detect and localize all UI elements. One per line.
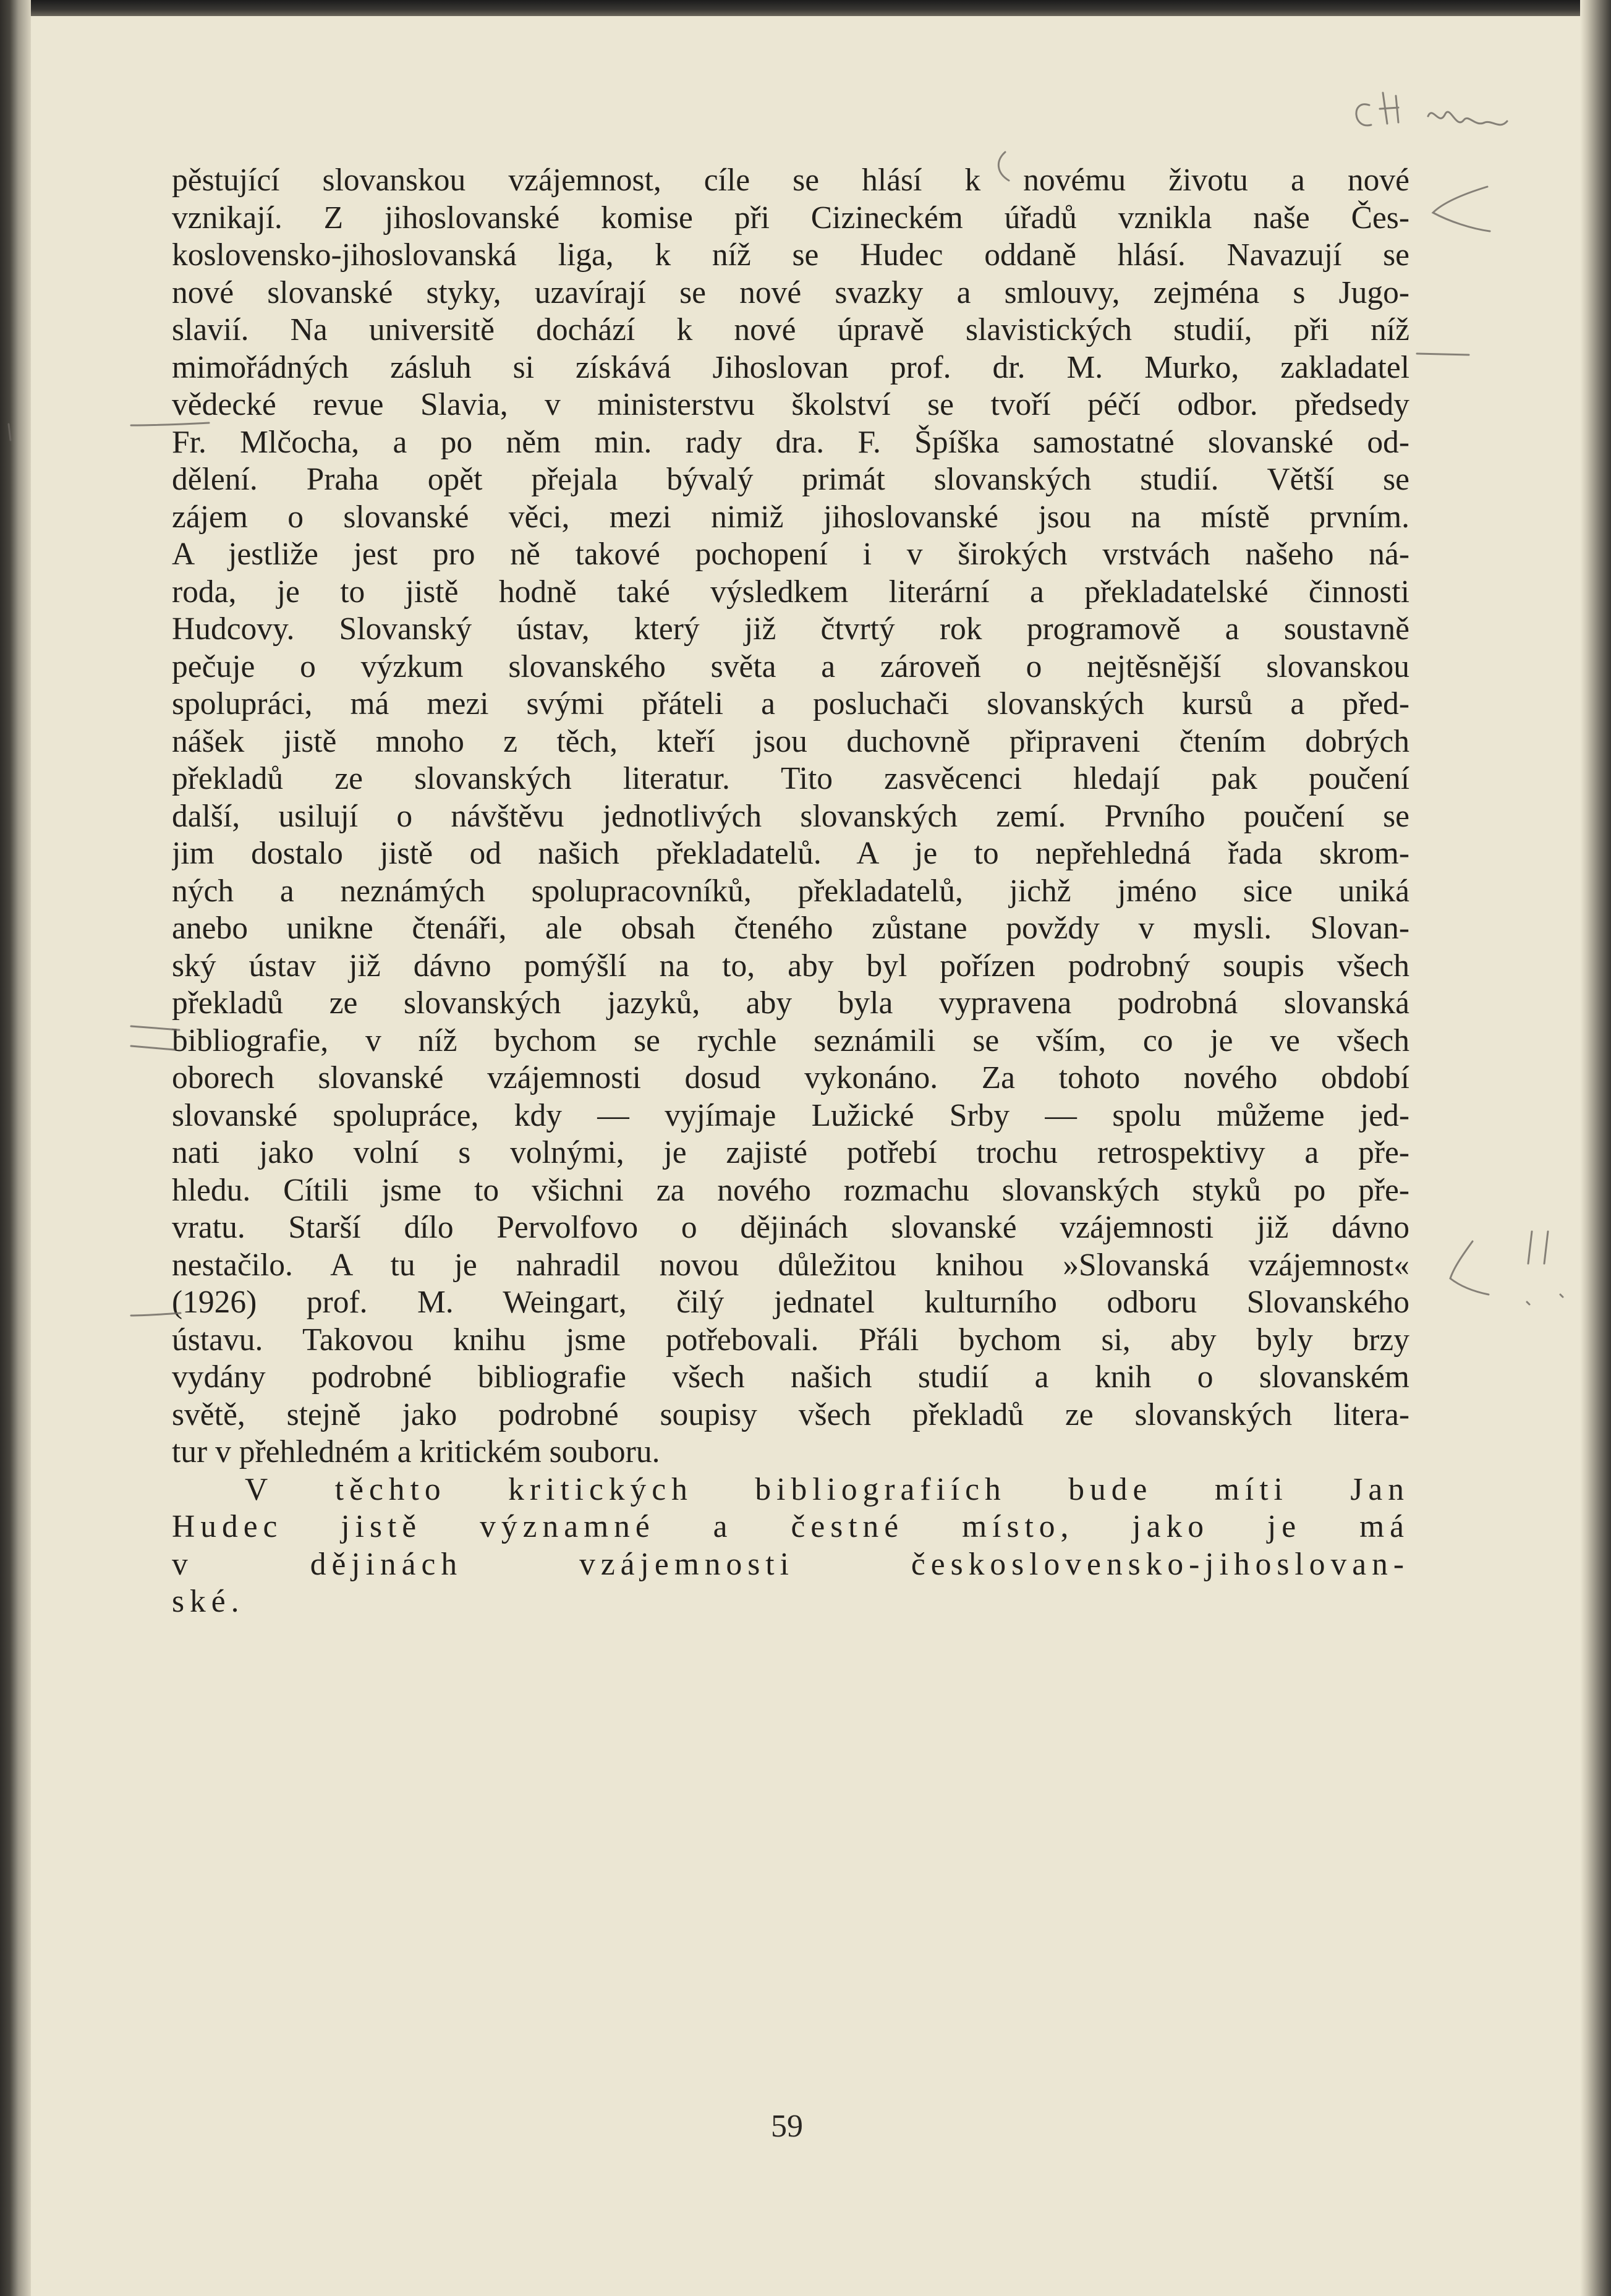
- text-line: vznikají. Z jihoslovanské komise při Cizineckém úřadů vznikla naše Čes-: [172, 200, 1409, 236]
- text-line: ústavu. Takovou knihu jsme potřebovali. Přáli bychom si, aby byly brzy: [172, 1322, 1409, 1358]
- text-line: anebo unikne čtenáři, ale obsah čteného zůstane povždy v mysli. Slovan-: [172, 911, 1409, 946]
- body-text: [172, 162, 1409, 1621]
- page-number: 59: [771, 2109, 803, 2144]
- text-line: nestačilo. A tu je nahradil novou důležitou knihou »Slovanská vzájemnost«: [172, 1247, 1409, 1283]
- text-line: překladů ze slovanských literatur. Tito zasvěcenci hledají pak poučení: [172, 761, 1409, 796]
- text-line: Hudcovy. Slovanský ústav, který již čtvrtý rok programově a soustavně: [172, 611, 1409, 647]
- text-line: vydány podrobné bibliografie všech našich studií a knih o slovanském: [172, 1359, 1409, 1395]
- text-line: dělení. Praha opět přejala bývalý primát slovanských studií. Větší se: [172, 462, 1409, 497]
- text-line: světě, stejně jako podrobné soupisy všech překladů ze slovanských litera-: [172, 1397, 1409, 1432]
- text-line: koslovensko-jihoslovanská liga, k níž se Hudec oddaně hlásí. Navazují se: [172, 237, 1409, 273]
- text-line: ných a neznámých spolupracovníků, překladatelů, jichž jméno sice uniká: [172, 873, 1409, 909]
- text-line: tur v přehledném a kritickém souboru.: [172, 1434, 660, 1469]
- text-line: A jestliže jest pro ně takové pochopení i v širokých vrstvách našeho ná-: [172, 537, 1409, 572]
- scan-top-border: [0, 0, 1611, 16]
- text-line: hledu. Cítili jsme to všichni za nového rozmachu slovanských styků po pře-: [172, 1172, 1409, 1208]
- text-line: nášek jistě mnoho z těch, kteří jsou duchovně připraveni čtením dobrých: [172, 723, 1409, 759]
- text-line: roda, je to jistě hodně také výsledkem literární a překladatelské činnosti: [172, 574, 1409, 610]
- text-line: vratu. Starší dílo Pervolfovo o dějinách slovanské vzájemnosti již dávno: [172, 1210, 1409, 1245]
- text-line: spolupráci, má mezi svými přáteli a posluchači slovanských kursů a před-: [172, 686, 1409, 721]
- text-line: ský ústav již dávno pomýšlí na to, aby byl pořízen podrobný soupis všech: [172, 948, 1409, 984]
- closing-text-line: Hudec jistě významné a čestné místo, jako je má: [172, 1509, 1409, 1544]
- closing-text-line: v dějinách vzájemnosti československo-jihoslovan-: [172, 1546, 1409, 1582]
- text-line: oborech slovanské vzájemnosti dosud vykonáno. Za tohoto nového období: [172, 1060, 1409, 1095]
- text-line: slovanské spolupráce, kdy — vyjímaje Lužické Srby — spolu můžeme jed-: [172, 1097, 1409, 1133]
- text-line: (1926) prof. M. Weingart, čilý jednatel kulturního odboru Slovanského: [172, 1285, 1409, 1320]
- text-line: bibliografie, v níž bychom se rychle seznámili se vším, co je ve všech: [172, 1023, 1409, 1058]
- text-line: jim dostalo jistě od našich překladatelů. A je to nepřehledná řada skrom-: [172, 836, 1409, 871]
- text-line: mimořádných zásluh si získává Jihoslovan prof. dr. M. Murko, zakladatel: [172, 349, 1409, 385]
- closing-text-line: V těchto kritických bibliografiích bude míti Jan: [245, 1471, 1409, 1507]
- text-line: nati jako volní s volnými, je zajisté potřebí trochu retrospektivy a pře-: [172, 1135, 1409, 1170]
- text-line: pěstující slovanskou vzájemnost, cíle se hlásí k novému životu a nové: [172, 163, 1409, 198]
- text-line: překladů ze slovanských jazyků, aby byla vypravena podrobná slovanská: [172, 985, 1409, 1021]
- text-line: další, usilují o návštěvu jednotlivých slovanských zemí. Prvního poučení se: [172, 798, 1409, 834]
- scan-right-border: [1580, 0, 1611, 2296]
- text-line: vědecké revue Slavia, v ministerstvu školství se tvoří péčí odbor. předsedy: [172, 387, 1409, 422]
- text-line: nové slovanské styky, uzavírají se nové svazky a smlouvy, zejména s Jugo-: [172, 274, 1409, 310]
- text-line: zájem o slovanské věci, mezi nimiž jihoslovanské jsou na místě prvním.: [172, 499, 1409, 535]
- closing-text-line: ské.: [172, 1584, 245, 1619]
- text-line: slavií. Na universitě dochází k nové úpravě slavistických studií, při níž: [172, 312, 1409, 347]
- text-line: Fr. Mlčocha, a po něm min. rady dra. F. Špíška samostatné slovanské od-: [172, 424, 1409, 460]
- scan-left-border: [0, 0, 31, 2296]
- text-line: pečuje o výzkum slovanského světa a zároveň o nejtěsnější slovanskou: [172, 648, 1409, 684]
